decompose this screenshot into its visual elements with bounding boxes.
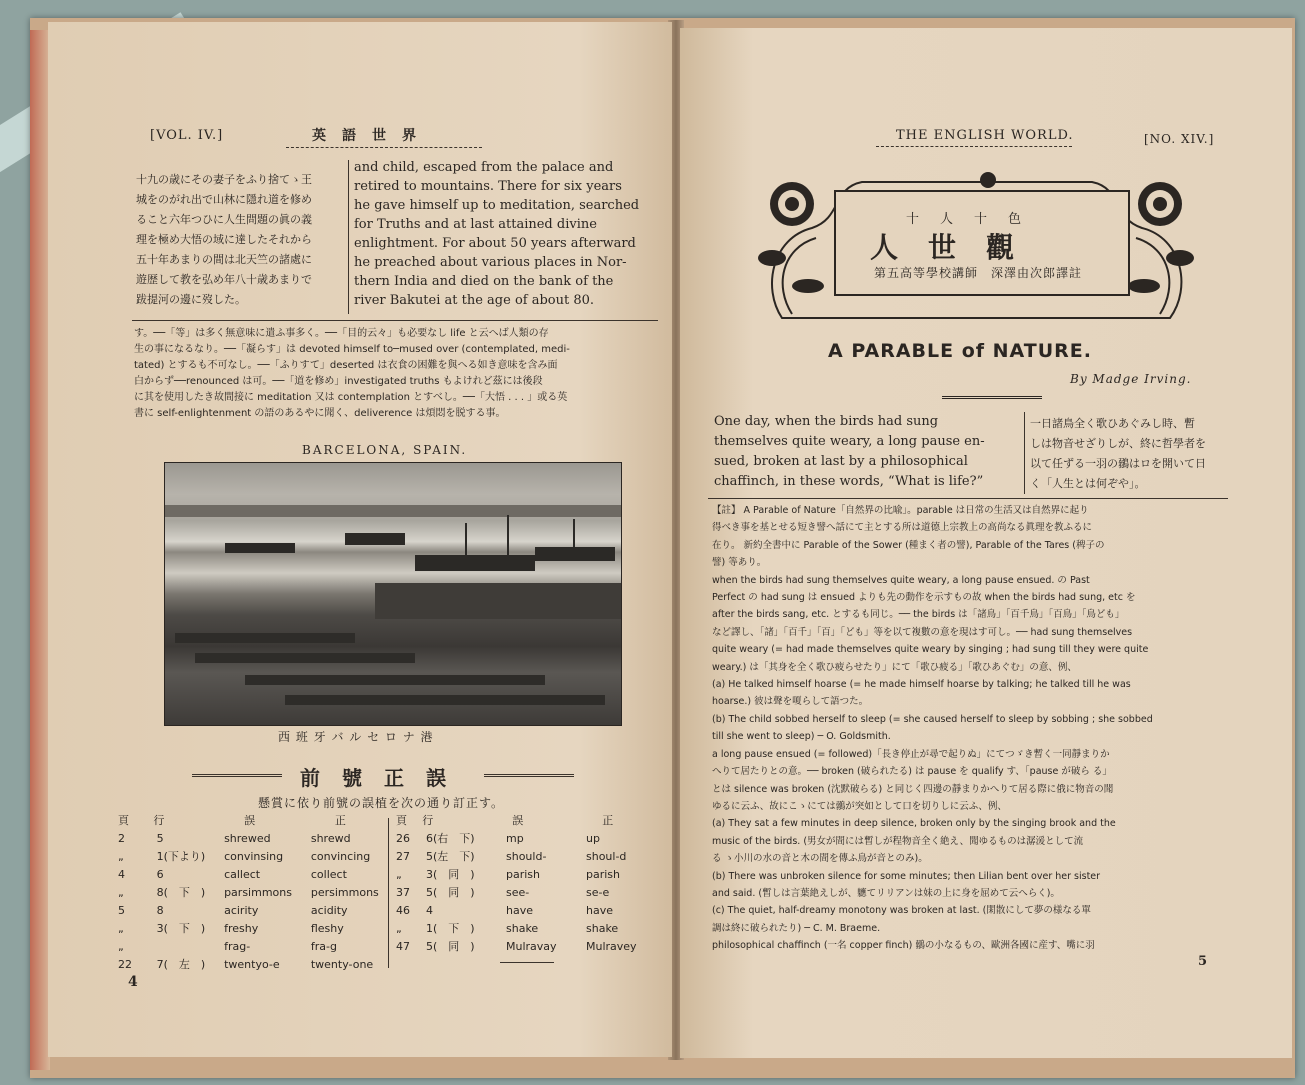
note-line: quite weary (= had made themselves quite weary by singing ; had sung till they were quite bbox=[712, 644, 1149, 656]
article-japanese-paragraph bbox=[1030, 414, 1230, 494]
errata-line: 8( 下 ) bbox=[156, 886, 206, 899]
col-wrong: 誤 bbox=[512, 814, 524, 827]
errata-correct: fra-g bbox=[310, 940, 337, 953]
jp-line: 一日諸鳥全く歌ひあぐみし時、暫 bbox=[1030, 417, 1195, 430]
errata-wrong: shrewed bbox=[224, 832, 271, 845]
note-line: (b) There was unbroken silence for some minutes; then Lilian bent over her sister bbox=[712, 870, 1101, 882]
errata-line: 5(左 下) bbox=[426, 850, 475, 863]
col-page: 頁 bbox=[118, 814, 129, 827]
title-underline bbox=[942, 396, 1042, 399]
errata-page: 22 bbox=[118, 958, 132, 971]
errata-line: 1(下より) bbox=[156, 850, 206, 863]
jp-line: 跋提河の邊に歿した。 bbox=[136, 293, 246, 306]
col-wrong: 誤 bbox=[244, 814, 256, 827]
jp-line: 遊歴して教を弘め年八十歳あまりで bbox=[136, 273, 312, 286]
series-label: 十 人 十 色 bbox=[906, 212, 1026, 227]
left-notes bbox=[134, 326, 662, 422]
photo-title: BARCELONA, SPAIN. bbox=[302, 443, 468, 457]
errata-page: „ bbox=[118, 940, 124, 953]
note-line: music of the birds. (男女が間には暫しが程物音全く絶え、聞ゆるものは潺湲として流 bbox=[712, 835, 1084, 847]
note-line: (a) They sat a few minutes in deep silence, broken only by the singing brook and the bbox=[712, 818, 1116, 830]
errata-wrong: parsimmons bbox=[224, 886, 292, 899]
errata-wrong: see- bbox=[506, 886, 530, 899]
note-line: and said. (暫しは言葉絶えしが、軈てリリアンは妹の上に身を屈めて云へらく)。 bbox=[712, 887, 1060, 899]
errata-line: 8 bbox=[156, 904, 164, 917]
right-notes bbox=[712, 502, 1232, 955]
jp-line: ること六年つひに人生問題の眞の義 bbox=[136, 213, 312, 226]
jp-line: 以て任ずる一羽の鶸はロを開いて日 bbox=[1030, 457, 1206, 470]
page-number-left: 4 bbox=[128, 974, 139, 990]
note-line: す。──「等」は多く無意味に遣ふ事多く。──「目的云々」も必要なし life と云へば人類の存 bbox=[134, 328, 549, 339]
note-line: とは silence was broken (沈默破らる) と同じく四邊の靜まりかへりて居る際に俄に物音の聞 bbox=[712, 783, 1114, 795]
note-line: など譯し、「諸」「百千」「百」「ども」等を以て複數の意を現はす可し。── had sung themselves bbox=[712, 626, 1133, 638]
jp-line: く「人生とは何ぞや」。 bbox=[1030, 477, 1146, 490]
errata-row bbox=[396, 920, 646, 938]
errata-line: 5( 同 ) bbox=[426, 940, 475, 953]
errata-page: 46 bbox=[396, 904, 410, 917]
en-line: enlightment. For about 50 years afterward bbox=[354, 236, 636, 251]
errata-wrong: freshy bbox=[224, 922, 259, 935]
cover-edge bbox=[30, 30, 50, 1070]
errata-divider bbox=[388, 818, 389, 968]
errata-correct: persimmons bbox=[310, 886, 379, 899]
note-line: when the birds had sung themselves quite weary, a long pause ensued. の Past bbox=[712, 574, 1090, 586]
en-line: river Bakutei at the age of about 80. bbox=[354, 293, 595, 308]
errata-correct: shake bbox=[586, 922, 619, 935]
errata-correct: convincing bbox=[310, 850, 371, 863]
note-line: へりて居たりとの意。── broken (破られたる) は pause を qualify す、「pause が破ら る」 bbox=[712, 766, 1112, 778]
note-line: Perfect の had sung は ensued よりも先の動作を示すもの故 when the birds had sung, etc を bbox=[712, 592, 1136, 604]
errata-row bbox=[396, 830, 646, 848]
errata-row bbox=[118, 884, 388, 902]
errata-wrong: callect bbox=[224, 868, 261, 881]
errata-correct: shoul-d bbox=[586, 850, 627, 863]
errata-page: 47 bbox=[396, 940, 410, 953]
en-text-column bbox=[354, 158, 656, 310]
page-number-right: 5 bbox=[1198, 954, 1209, 969]
errata-correct: have bbox=[586, 904, 613, 917]
header-journal-title-en: THE ENGLISH WORLD. bbox=[896, 128, 1074, 143]
en-line: and child, escaped from the palace and bbox=[354, 160, 614, 175]
note-line: hoarse.) 彼は聲を嗄らして語つた。 bbox=[712, 696, 869, 708]
note-line: (c) The quiet, half-dreamy monotony was broken at last. (閑散にして夢の様なる單 bbox=[712, 905, 1091, 917]
en-line: chaffinch, in these words, “What is life?” bbox=[714, 474, 984, 489]
note-line: a long pause ensued (= followed)「長き停止が尋で起りぬ」にてつゞき暫く一同靜まりか bbox=[712, 748, 1110, 760]
errata-correct: Mulravey bbox=[586, 940, 637, 953]
header-number: [NO. XIV.] bbox=[1144, 132, 1215, 146]
errata-line: 6(右 下) bbox=[426, 832, 475, 845]
note-line: 書に self-enlightenment の語のあるやに聞く、deliverence は煩悶を脱する事。 bbox=[134, 408, 506, 419]
header-dash-rule bbox=[876, 146, 1072, 147]
errata-correct: up bbox=[586, 832, 600, 845]
note-line: till she went to sleep) ─ O. Goldsmith. bbox=[712, 731, 891, 743]
errata-row bbox=[396, 902, 646, 920]
column-divider bbox=[1024, 412, 1025, 494]
errata-row bbox=[396, 848, 646, 866]
errata-wrong: acirity bbox=[224, 904, 259, 917]
col-line: 行 bbox=[153, 814, 165, 827]
note-line: weary.) は「其身を全く歌ひ疲らせたり」にて「歌ひ疲る」「歌ひあぐむ」の意、例、 bbox=[712, 661, 1077, 673]
errata-page: „ bbox=[118, 922, 124, 935]
errata-row bbox=[118, 848, 388, 866]
errata-line: 1( 下 ) bbox=[426, 922, 475, 935]
errata-header-row bbox=[396, 812, 646, 830]
en-line: for Truths and at last attained divine bbox=[354, 217, 597, 232]
en-line: sued, broken at last by a philosophical bbox=[714, 454, 968, 469]
note-line: tated) とするも不可なし。──「ふりすて」deserted は衣食の困難を與へる如き意味を含み面 bbox=[134, 360, 558, 371]
errata-row bbox=[396, 866, 646, 884]
errata-wrong: shake bbox=[506, 922, 539, 935]
note-line: (b) The child sobbed herself to sleep (= she caused herself to sleep by sobbing ; she sobbed bbox=[712, 713, 1153, 725]
errata-page: „ bbox=[118, 886, 124, 899]
article-english-paragraph bbox=[714, 412, 1020, 492]
errata-row bbox=[118, 920, 388, 938]
errata-line: 3( 下 ) bbox=[156, 922, 206, 935]
jp-line: 五十年あまりの間は北天竺の諸處に bbox=[136, 253, 312, 266]
en-line: he gave himself up to meditation, searched bbox=[354, 198, 640, 213]
column-divider bbox=[348, 160, 349, 314]
note-line: after the birds sang, etc. とするも同じ。── the birds は「諸鳥」「百千鳥」「百鳥」「鳥ども」 bbox=[712, 609, 1125, 621]
errata-correct: shrewd bbox=[310, 832, 351, 845]
note-line: る ゝ小川の水の音と木の間を傳ふ鳥が音とのみ)。 bbox=[712, 853, 928, 865]
note-line: philosophical chaffinch (一名 copper finch) 鶸の小なるもの、歐洲各國に産す、嘴に羽 bbox=[712, 940, 1095, 952]
errata-row bbox=[118, 902, 388, 920]
errata-correct: fleshy bbox=[310, 922, 344, 935]
errata-correct: acidity bbox=[310, 904, 348, 917]
errata-table-right bbox=[396, 812, 646, 956]
en-line: themselves quite weary, a long pause en- bbox=[714, 434, 985, 449]
errata-wrong: Mulravay bbox=[506, 940, 557, 953]
photo-caption: 西 班 牙 バ ル セ ロ ナ 港 bbox=[278, 730, 434, 744]
note-line: ゆるに云ふ、故にこゝにては鶸が突如として口を切りしに云ふ、例、 bbox=[712, 800, 1007, 812]
errata-wrong: mp bbox=[506, 832, 524, 845]
jp-line: しは物音せざりしが、終に哲學者を bbox=[1030, 437, 1206, 450]
jp-line: 理を極め大悟の域に達したそれから bbox=[136, 233, 312, 246]
errata-page: „ bbox=[118, 850, 124, 863]
errata-line: 5( 同 ) bbox=[426, 886, 475, 899]
jp-line: 十九の歳にその妻子をふり捨てゝ王 bbox=[136, 173, 312, 186]
note-line: (a) He talked himself hoarse (= he made himself hoarse by talking; he talked till he was bbox=[712, 679, 1131, 691]
errata-table-left bbox=[118, 812, 388, 974]
errata-page: 2 bbox=[118, 832, 125, 845]
header-journal-title: 英 語 世 界 bbox=[312, 128, 417, 144]
errata-page: 5 bbox=[118, 904, 125, 917]
series-title: 人 世 觀 bbox=[870, 231, 1016, 264]
errata-wrong: twentyo-e bbox=[224, 958, 280, 971]
en-line: thern India and died on the bank of the bbox=[354, 274, 614, 289]
errata-page: 4 bbox=[118, 868, 125, 881]
en-line: he preached about various places in Nor- bbox=[354, 255, 627, 270]
errata-row bbox=[118, 938, 388, 956]
errata-page: „ bbox=[396, 922, 402, 935]
errata-row bbox=[118, 866, 388, 884]
errata-line: 7( 左 ) bbox=[156, 958, 206, 971]
errata-line: 5 bbox=[156, 832, 164, 845]
errata-wrong: frag- bbox=[224, 940, 251, 953]
jp-line: 城をのがれ出で山林に隱れ道を修め bbox=[136, 193, 312, 206]
note-line: 調は終に破られたり) ─ C. M. Braeme. bbox=[712, 922, 881, 934]
jp-translation-column bbox=[136, 170, 346, 310]
note-line: 生の事になるなり。──「凝らす」は devoted himself to─mused over (contemplated, medi- bbox=[134, 344, 570, 355]
col-line: 行 bbox=[422, 814, 434, 827]
errata-line: 6 bbox=[156, 868, 164, 881]
col-right: 正 bbox=[334, 814, 346, 827]
errata-line: 3( 同 ) bbox=[426, 868, 475, 881]
col-page: 頁 bbox=[396, 814, 407, 827]
header-dash-rule bbox=[286, 147, 482, 148]
note-line: 得べき事を基とせる短き譬へ話にて主とする所は道德上宗教上の高尚なる眞理を教ふるに bbox=[712, 522, 1093, 534]
article-title: A PARABLE of NATURE. bbox=[828, 340, 1093, 362]
en-line: One day, when the birds had sung bbox=[714, 414, 939, 429]
col-right: 正 bbox=[602, 814, 614, 827]
translator-credit: 第五高等學校講師 深澤由次郎譯註 bbox=[874, 266, 1083, 280]
errata-page: 26 bbox=[396, 832, 410, 845]
errata-page: „ bbox=[396, 868, 402, 881]
errata-title: 前 號 正 誤 bbox=[300, 766, 447, 790]
note-line: 譬) 等あり。 bbox=[712, 557, 767, 569]
errata-wrong: should- bbox=[506, 850, 547, 863]
note-line: 在り。 新約全書中に Parable of the Sower (種まく者の譬), Parable of the Tares (稗子の bbox=[712, 539, 1105, 551]
en-line: retired to mountains. There for six years bbox=[354, 179, 622, 194]
errata-ornament-right bbox=[484, 774, 574, 777]
errata-page: 37 bbox=[396, 886, 410, 899]
note-line: に其を使用したき故間接に meditation 又は contemplation とすべし。──「大悟 . . . 」或る英 bbox=[134, 392, 568, 403]
note-line: 白からず──renounced は可。──「道を修め」investigated truths もよけれど茲には後段 bbox=[134, 376, 543, 387]
errata-row bbox=[396, 938, 646, 956]
notes-rule bbox=[708, 498, 1228, 499]
errata-row bbox=[396, 884, 646, 902]
article-byline: By Madge Irving. bbox=[1070, 372, 1192, 386]
errata-wrong: have bbox=[506, 904, 533, 917]
section-rule bbox=[132, 320, 658, 321]
errata-wrong: parish bbox=[506, 868, 541, 881]
errata-row bbox=[118, 956, 388, 974]
errata-subtitle: 懸賞に依り前號の誤植を次の通り訂正す。 bbox=[258, 796, 505, 810]
errata-correct: twenty-one bbox=[310, 958, 374, 971]
errata-end-rule bbox=[500, 962, 554, 963]
errata-correct: collect bbox=[310, 868, 347, 881]
errata-header-row bbox=[118, 812, 388, 830]
errata-line: 4 bbox=[426, 904, 433, 917]
errata-line bbox=[157, 938, 225, 956]
errata-wrong: convinsing bbox=[224, 850, 284, 863]
errata-page: 27 bbox=[396, 850, 410, 863]
errata-ornament-left bbox=[192, 774, 282, 777]
barcelona-harbor-photo bbox=[164, 462, 622, 726]
note-line: 【註】 A Parable of Nature「自然界の比喩」。parable は日常の生活又は自然界に起り bbox=[712, 505, 1089, 516]
errata-row bbox=[118, 830, 388, 848]
errata-correct: parish bbox=[586, 868, 621, 881]
header-volume: [VOL. IV.] bbox=[150, 128, 224, 143]
errata-correct: se-e bbox=[586, 886, 610, 899]
